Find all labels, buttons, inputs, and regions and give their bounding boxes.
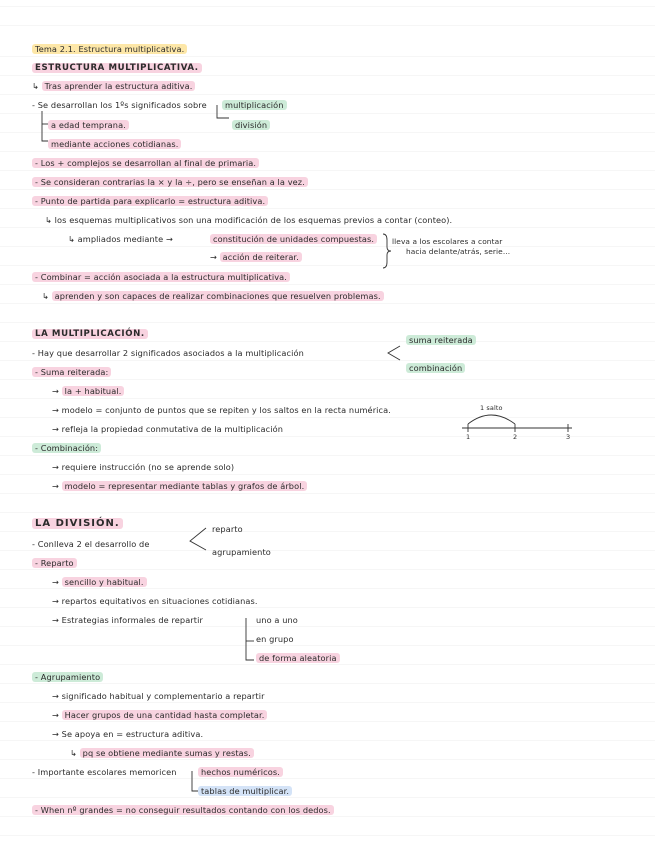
note-line: ↳ los esquemas multiplicativos son una modificación de los esquemas previos a contar (conteo). <box>45 215 453 225</box>
note-line: - Suma reiterada: <box>32 366 111 378</box>
note-branch: reparto <box>212 524 243 534</box>
note-line: - Agrupamiento <box>32 671 103 683</box>
note-line: ↳ aprenden y son capaces de realizar combinaciones que resuelven problemas. <box>42 290 384 302</box>
note-line: → la + habitual. <box>52 385 124 397</box>
note-branch: división <box>232 119 270 131</box>
note-line: → refleja la propiedad conmutativa de la multiplicación <box>52 424 284 434</box>
note-line: → modelo = conjunto de puntos que se repiten y los saltos en la recta numérica. <box>52 405 391 415</box>
note-aside: lleva a los escolares a contar <box>392 237 503 246</box>
section-heading-division: LA DIVISIÓN. <box>32 518 123 530</box>
note-branch: → acción de reiterar. <box>210 251 302 263</box>
note-line: → requiere instrucción (no se aprende solo) <box>52 462 235 472</box>
note-aside: hacia delante/atrás, serie... <box>406 247 511 256</box>
note-line: ↳ Tras aprender la estructura aditiva. <box>32 80 195 92</box>
note-line: - Combinación: <box>32 442 101 454</box>
section-heading-structure: ESTRUCTURA MULTIPLICATIVA. <box>32 62 202 74</box>
note-line: - Punto de partida para explicarlo = estructura aditiva. <box>32 195 268 207</box>
note-branch: constitución de unidades compuestas. <box>210 233 377 245</box>
note-branch: hechos numéricos. <box>198 766 283 778</box>
note-line: - Combinar = acción asociada a la estructura multiplicativa. <box>32 271 290 283</box>
note-line: → modelo = representar mediante tablas y grafos de árbol. <box>52 480 307 492</box>
note-line: mediante acciones cotidianas. <box>48 138 181 150</box>
note-line: - Se desarrollan los 1ºs significados sobre <box>32 100 207 110</box>
jump-arc <box>468 415 515 424</box>
note-line: - Los + complejos se desarrollan al final de primaria. <box>32 157 259 169</box>
note-line: → sencillo y habitual. <box>52 576 147 588</box>
tick-label: 3 <box>566 433 571 441</box>
jump-label: 1 salto <box>480 404 503 412</box>
note-line: → significado habitual y complementario a repartir <box>52 691 265 701</box>
branch-connector <box>388 346 400 360</box>
note-branch: agrupamiento <box>212 547 271 557</box>
note-line: → Estrategias informales de repartir <box>52 615 203 625</box>
note-branch: tablas de multiplicar. <box>198 785 292 797</box>
tick-label: 2 <box>513 433 518 441</box>
note-line: - Reparto <box>32 557 77 569</box>
brace <box>383 234 391 268</box>
note-line: → repartos equitativos en situaciones cotidianas. <box>52 596 258 606</box>
note-line: - Conlleva 2 el desarrollo de <box>32 539 150 549</box>
note-branch: combinación <box>406 362 465 374</box>
note-line: a edad temprana. <box>48 119 129 131</box>
division-connector <box>190 528 206 550</box>
note-line: → Se apoya en = estructura aditiva. <box>52 729 204 739</box>
strategies-tree <box>246 618 254 660</box>
note-line: - Se consideran contrarias la × y la ÷, pero se enseñan a la vez. <box>32 176 308 188</box>
note-line: - When nº grandes = no conseguir resultados contando con los dedos. <box>32 804 334 816</box>
note-line: - Importante escolares memoricen <box>32 767 177 777</box>
note-branch: en grupo <box>256 634 294 644</box>
tick-label: 1 <box>466 433 471 441</box>
note-branch: suma reiterada <box>406 334 476 346</box>
note-line: - Hay que desarrollar 2 significados asociados a la multiplicación <box>32 348 304 358</box>
note-line: ↳ ampliados mediante → <box>68 234 173 244</box>
note-branch: multiplicación <box>222 99 287 111</box>
note-branch: uno a uno <box>256 615 298 625</box>
note-branch: de forma aleatoria <box>256 652 340 664</box>
page-title: Tema 2.1. Estructura multiplicativa. <box>32 43 187 55</box>
section-heading-multiplication: LA MULTIPLICACIÓN. <box>32 328 148 340</box>
note-line: → Hacer grupos de una cantidad hasta completar. <box>52 709 267 721</box>
note-line: ↳ pq se obtiene mediante sumas y restas. <box>70 747 254 759</box>
